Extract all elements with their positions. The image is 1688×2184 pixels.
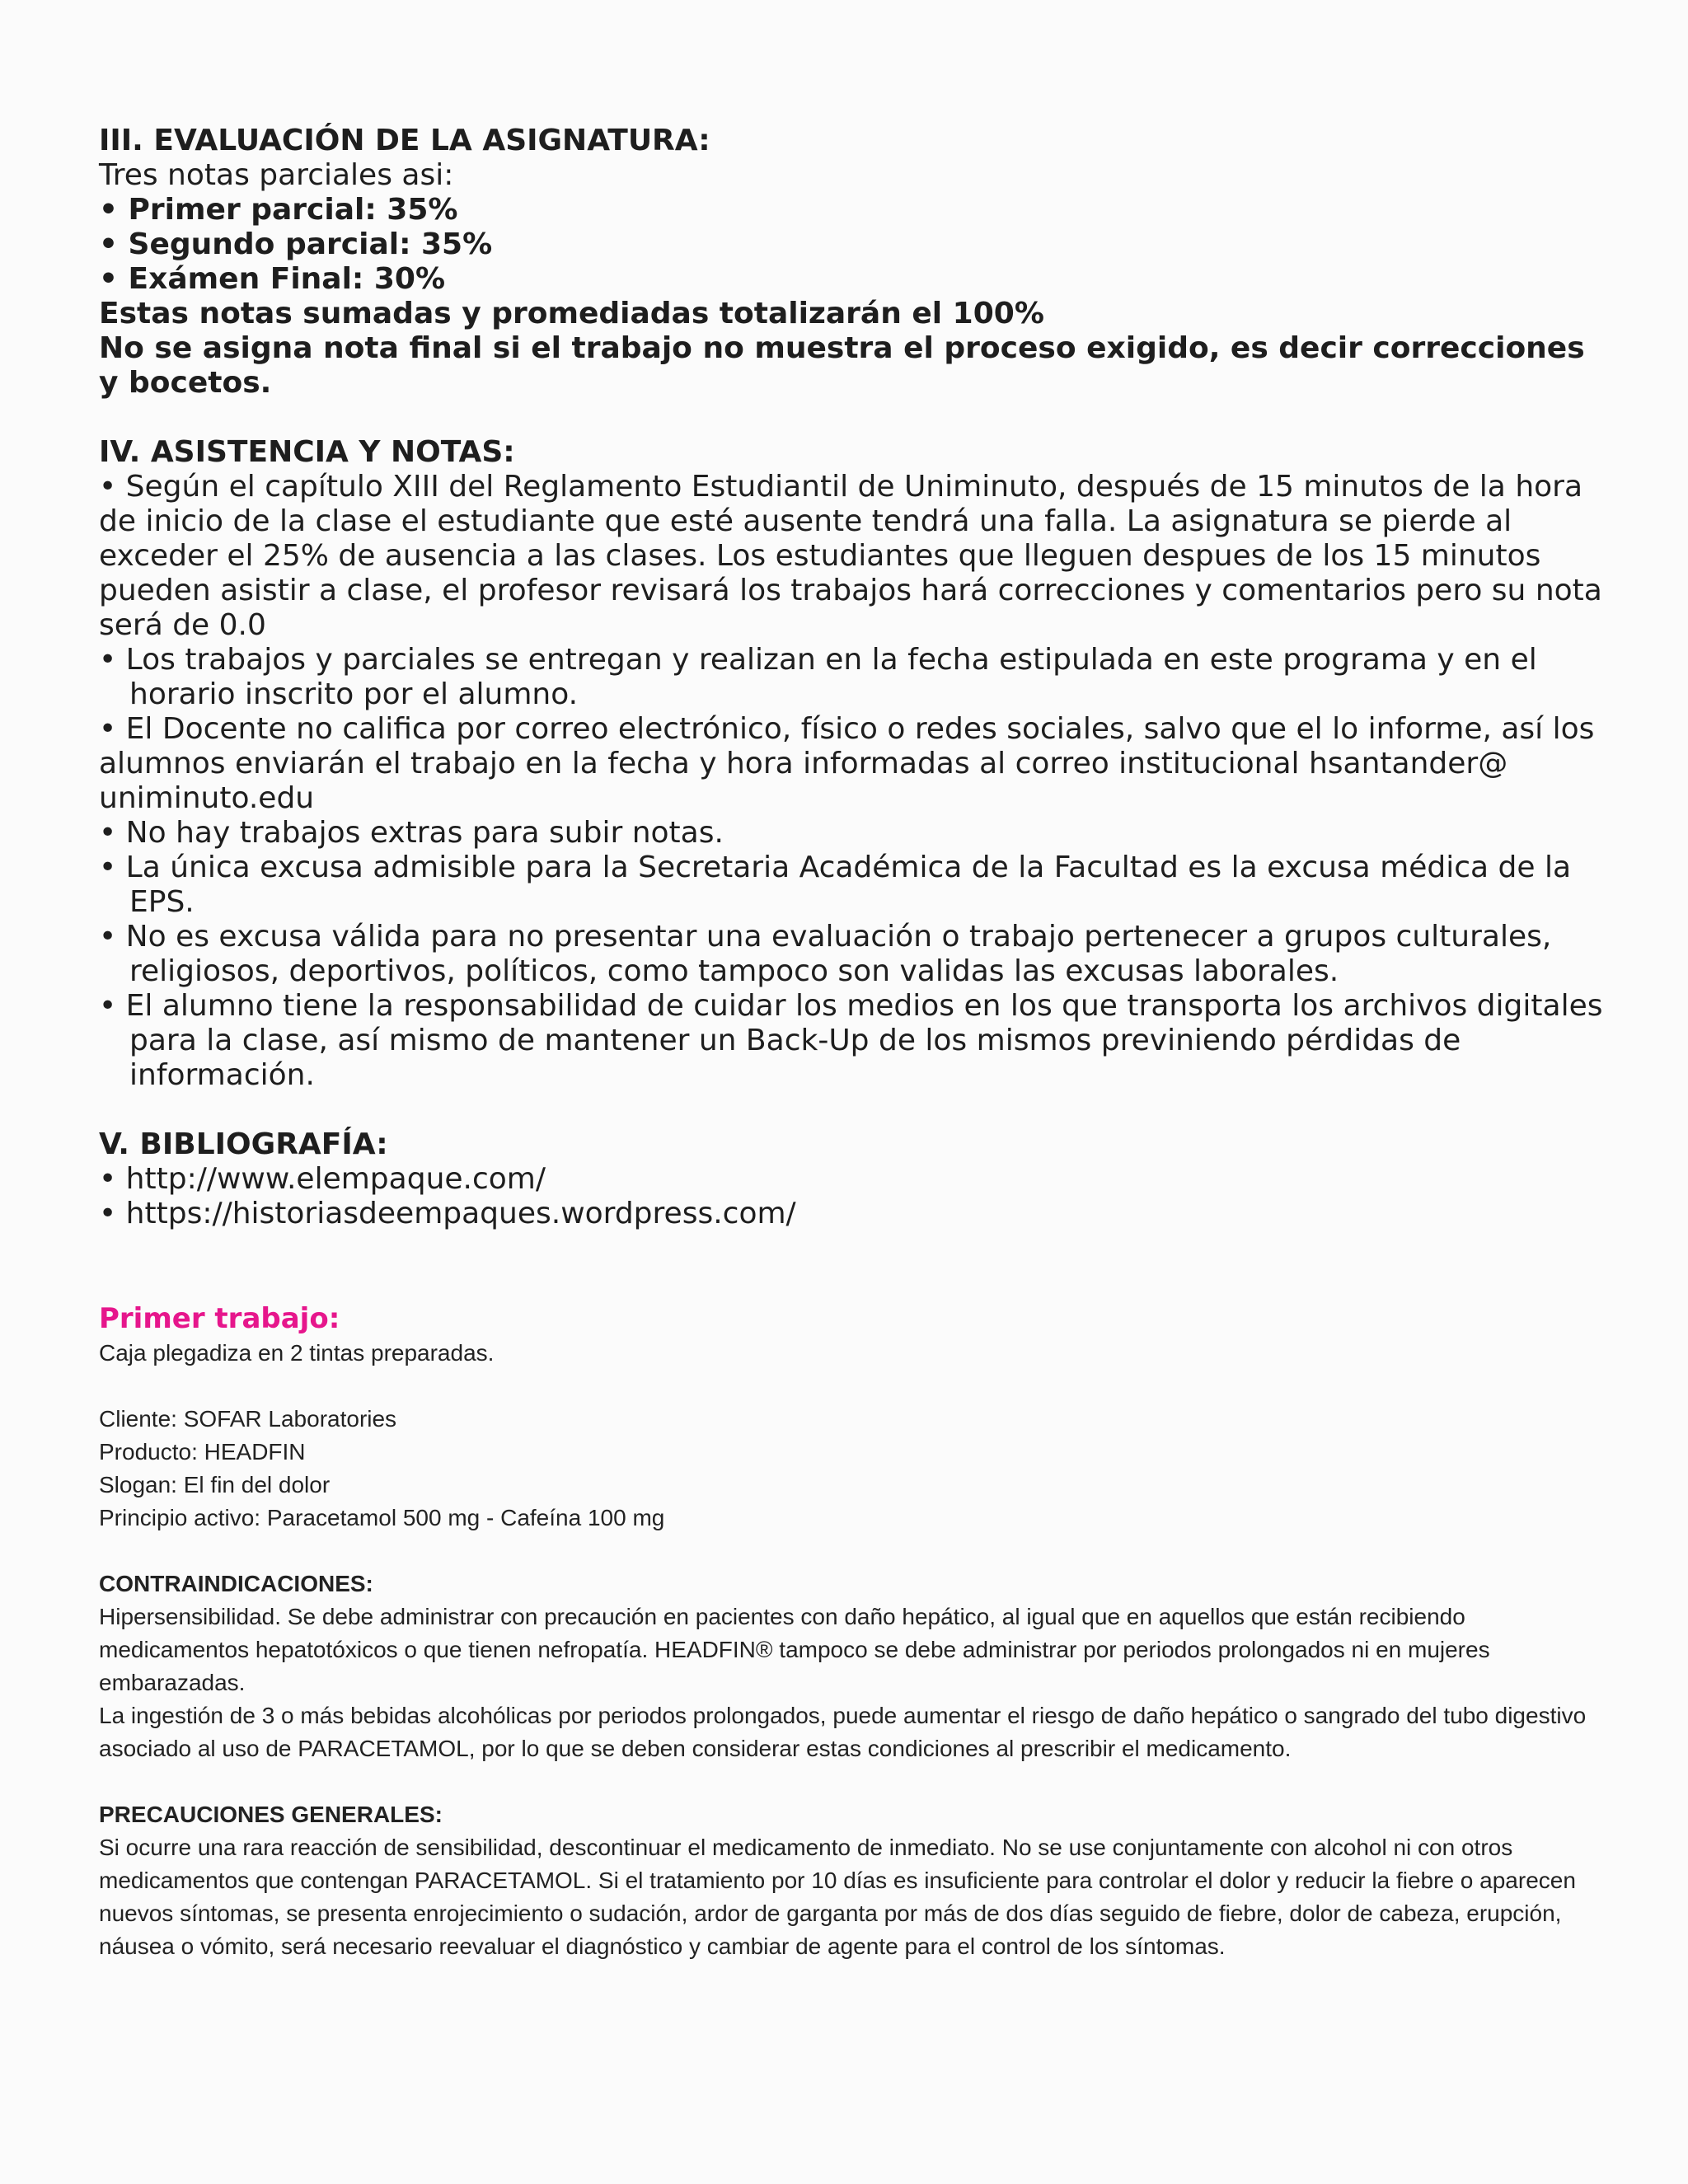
asistencia-heading: IV. ASISTENCIA Y NOTAS: [99,435,515,469]
evaluacion-item: • Primer parcial: 35% [99,193,458,227]
asistencia-item: • Según el capítulo XIII del Reglamento Estudiantil de Uniminuto, después de 15 minutos de la hora de inicio de la clase el estudiante que esté ausente tendrá una falla. La asignatura se pierde al exceder el 25% de ausencia a las clases. Los estudiantes que lleguen despues de los 15 minutos pueden asistir a clase, el profesor revisará los trabajos hará correcciones y comentarios pero su nota será de 0.0 [99,470,1602,642]
trabajo-detail: Producto: HEADFIN [99,1439,306,1465]
evaluacion-total: Estas notas sumadas y promediadas totalizarán el 100% [99,297,1044,330]
evaluacion-item: • Exámen Final: 30% [99,262,446,296]
asistencia-item: • El Docente no califica por correo electrónico, físico o redes sociales, salvo que el lo informe, así los alumnos enviarán el trabajo en la fecha y hora informadas al correo institucional hsantander@ uniminuto.edu [99,712,1595,815]
trabajo-description: Caja plegadiza en 2 tintas preparadas. [99,1340,495,1366]
asistencia-item: • La única excusa admisible para la Secretaria Académica de la Facultad es la excusa médica de la EPS. [99,851,1572,919]
trabajo-section [99,1301,1607,1963]
evaluacion-heading: III. EVALUACIÓN DE LA ASIGNATURA: [99,124,710,157]
contraindicaciones-text: La ingestión de 3 o más bebidas alcohólicas por periodos prolongados, puede aumentar el riesgo de daño hepático o sangrado del tubo digestivo asociado al uso de PARACETAMOL, por lo que se deben considerar estas condiciones al prescribir el medicamento. [99,1703,1587,1761]
evaluacion-intro: Tres notas parciales asi: [99,158,454,192]
asistencia-item: • El alumno tiene la responsabilidad de cuidar los medios en los que transporta los archivos digitales para la clase, así mismo de mantener un Back-Up de los mismos previniendo pérdidas de información. [99,989,1603,1092]
evaluacion-item: • Segundo parcial: 35% [99,227,493,261]
trabajo-detail: Cliente: SOFAR Laboratories [99,1406,397,1432]
bibliografia-heading: V. BIBLIOGRAFÍA: [99,1127,388,1161]
trabajo-heading: Primer trabajo: [99,1302,340,1335]
spacer [99,1765,1607,1798]
precauciones-text: Si ocurre una rara reacción de sensibilidad, descontinuar el medicamento de inmediato. No se use conjuntamente con alcohol ni con otros medicamentos que contengan PARACETAMOL. Si el tratamiento por 10 días es insuficiente para controlar el dolor y reducir la fiebre o aparecen nuevos síntomas, se presenta enrojecimiento o sudación, ardor de garganta por más de dos días seguido de fiebre, dolor de cabeza, erupción, náusea o vómito, será necesario reevaluar el diagnóstico y cambiar de agente para el control de los síntomas. [99,1835,1576,1959]
bibliografia-link[interactable]: • https://historiasdeempaques.wordpress.com/ [99,1197,796,1230]
precauciones-heading: PRECAUCIONES GENERALES: [99,1802,443,1827]
asistencia-item: • Los trabajos y parciales se entregan y realizan en la fecha estipulada en este programa y en el horario inscrito por el alumno. [99,643,1537,711]
evaluacion-note: No se asigna nota final si el trabajo no muestra el proceso exigido, es decir correcciones y bocetos. [99,331,1585,400]
bibliografia-section [99,1127,1607,1231]
contraindicaciones-text: Hipersensibilidad. Se debe administrar con precaución en pacientes con daño hepático, al igual que en aquellos que están recibiendo medicamentos hepatotóxicos o que tienen nefropatía. HEADFIN® tampoco se debe administrar por periodos prolongados ni en mujeres embarazadas. [99,1604,1490,1695]
trabajo-detail: Principio activo: Paracetamol 500 mg - Cafeína 100 mg [99,1505,665,1530]
spacer [99,1370,1607,1403]
evaluacion-section [99,124,1607,401]
asistencia-section [99,435,1607,1093]
bibliografia-link[interactable]: • http://www.elempaque.com/ [99,1162,546,1196]
contraindicaciones-heading: CONTRAINDICACIONES: [99,1571,373,1596]
spacer [99,1231,1607,1301]
document-page [99,124,1607,1963]
asistencia-item: • No es excusa válida para no presentar una evaluación o trabajo pertenecer a grupos culturales, religiosos, deportivos, políticos, como tampoco son validas las excusas laborales. [99,920,1552,988]
spacer [99,401,1607,435]
asistencia-item: • No hay trabajos extras para subir notas. [99,816,724,850]
spacer [99,1093,1607,1127]
spacer [99,1535,1607,1568]
trabajo-detail: Slogan: El fin del dolor [99,1472,331,1497]
